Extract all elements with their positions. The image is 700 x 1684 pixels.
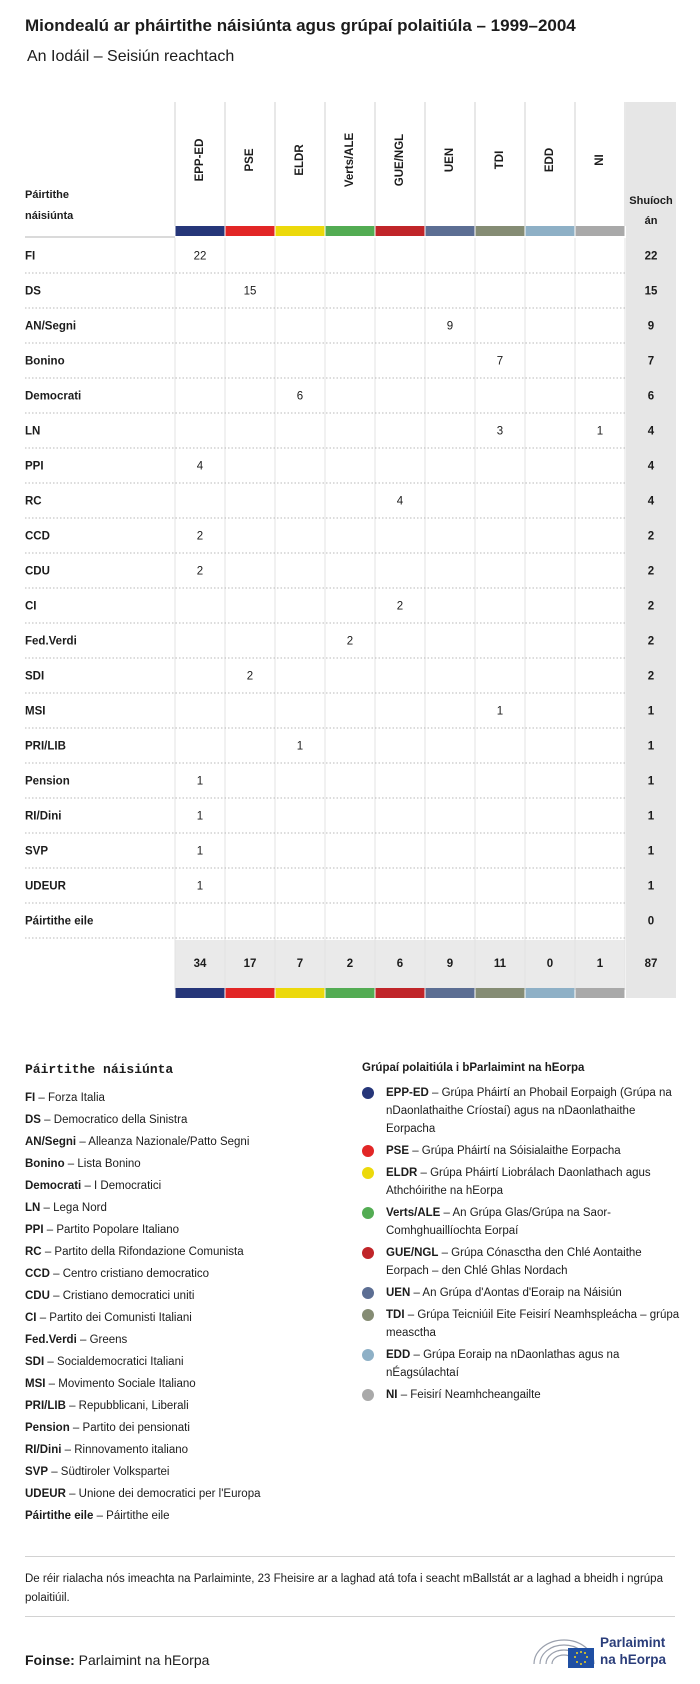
party-total-cell: 1 [647,740,655,753]
seat-count-cell: 1 [196,810,204,823]
party-total-cell: 1 [647,705,655,718]
divider [25,1556,675,1557]
group-color-dot-icon [362,1349,374,1361]
legend-group-item [362,1244,682,1280]
legend-group-code: TDI [386,1309,405,1321]
legend-party-name: – Alleanza Nazionale/Patto Segni [76,1136,250,1148]
page-title: Miondealú ar pháirtithe náisiúnta agus grúpaí polaitiúla – 1999–2004 [25,16,576,35]
party-total-cell: 4 [647,495,655,508]
group-color-dot-icon [362,1287,374,1299]
seat-count-cell: 2 [196,530,204,543]
legend-group-item [362,1084,682,1138]
source-label: Foinse: [25,1652,75,1668]
party-total-cell: 2 [647,530,655,543]
group-total-cell: 0 [546,958,554,970]
footnote: De réir rialacha nós imeachta na Parlaiminte, 23 Fheisire ar a laghad atá tofa i seacht mBallstát ar a laghad a bheidh i ngrúpa polaitiúil. [25,1573,663,1604]
seat-count-cell: 3 [496,425,504,438]
legend-party-name: – Cristiano democratici uniti [49,1290,195,1302]
legend-party-item [25,1197,345,1219]
seat-count-cell: 4 [396,495,404,508]
legend-party-name: – Partito dei Comunisti Italiani [36,1312,192,1324]
legend-party-item [25,1373,345,1395]
legend-party-code: Páirtithe eile [25,1510,94,1522]
group-header-label: EDD [544,147,557,173]
legend-group-name: – Grúpa Pháirtí an Phobail Eorpaigh (Grúpa na nDaonlathaithe Críostaí) agus na nDaonlathaithe Eorpacha [386,1087,672,1135]
legend-party-item [25,1153,345,1175]
legend-party-item [25,1175,345,1197]
group-color-bar [326,226,375,236]
legend-national-parties-heading: Páirtithe náisiúnta [25,1062,174,1077]
party-row-label: RC [25,495,42,508]
legend-group-code: PSE [386,1145,410,1157]
legend-group-item [362,1386,682,1404]
legend-party-code: SVP [25,1466,49,1478]
group-color-dot-icon [362,1309,374,1321]
legend-party-name: – Rinnovamento italiano [61,1444,189,1456]
legend-party-item [25,1351,345,1373]
party-total-cell: 2 [647,635,655,648]
party-total-cell: 15 [644,285,658,298]
party-total-cell: 6 [647,390,655,403]
legend-party-code: PPI [25,1224,44,1236]
legend-national-parties [25,1062,345,1527]
party-total-cell: 1 [647,845,655,858]
party-total-cell: 2 [647,670,655,683]
legend-party-name: – Páirtithe eile [93,1510,170,1522]
party-total-cell: 1 [647,810,655,823]
legend-party-code: AN/Segni [25,1136,77,1148]
group-header-label: TDI [494,150,507,170]
legend-group-name: – An Grúpa Glas/Grúpa na Saor-Comhghuaillíochta Eorpaí [386,1207,612,1237]
legend-party-item [25,1439,345,1461]
seat-count-cell: 1 [196,775,204,788]
group-header-label: PSE [244,148,257,172]
legend-party-code: UDEUR [25,1488,66,1500]
legend-party-name: – Repubblicani, Liberali [65,1400,189,1412]
group-color-bar [226,988,275,998]
seat-count-cell: 7 [496,355,504,368]
legend-party-item [25,1329,345,1351]
party-row-label: LN [25,425,41,438]
legend-party-name: – Lista Bonino [64,1158,141,1170]
legend-party-name: – I Democratici [81,1180,162,1192]
legend-party-item [25,1263,345,1285]
seat-count-cell: 9 [446,320,454,333]
legend-party-code: Pension [25,1422,70,1434]
legend-party-name: – Movimento Sociale Italiano [45,1378,196,1390]
group-total-cell: 11 [493,958,507,970]
group-total-cell: 17 [243,958,257,970]
group-header-label: ELDR [294,144,307,176]
legend-group-item [362,1164,682,1200]
legend-party-item [25,1395,345,1417]
seat-count-cell: 15 [243,285,257,298]
party-row-label: CCD [25,530,50,543]
group-color-bar [526,226,575,236]
legend-party-code: Fed.Verdi [25,1334,77,1346]
party-total-cell: 4 [647,425,655,438]
group-total-cell: 1 [596,958,604,970]
group-color-dot-icon [362,1087,374,1099]
seat-count-cell: 2 [246,670,254,683]
seat-count-cell: 1 [496,705,504,718]
total-header-label: Shuíoch [629,195,673,207]
party-total-cell: 22 [644,250,658,263]
legend-party-code: CDU [25,1290,50,1302]
legend-party-name: – Partito dei pensionati [69,1422,190,1434]
legend-party-name: – Socialdemocratici Italiani [44,1356,184,1368]
legend-group-item [362,1204,682,1240]
group-color-bar [176,226,225,236]
parliament-logo-text [600,1634,666,1668]
group-color-bar [476,988,525,998]
seat-count-cell: 2 [196,565,204,578]
party-row-label: RI/Dini [25,810,62,823]
total-header-label: án [644,215,658,227]
party-row-label: Fed.Verdi [25,635,77,648]
legend-party-code: RC [25,1246,42,1258]
total-column-background [626,102,676,998]
legend-group-code: GUE/NGL [386,1247,439,1259]
group-color-bar [426,988,475,998]
group-header-label: Verts/ALE [344,132,357,188]
legend-party-code: LN [25,1202,41,1214]
legend-party-code: RI/Dini [25,1444,62,1456]
party-row-label: MSI [25,705,46,718]
group-color-bar [226,226,275,236]
legend-political-groups [362,1062,682,1408]
legend-group-item [362,1306,682,1342]
legend-group-name: – Grúpa Teicniúil Eite Feisirí Neamhspleácha – grúpa measctha [386,1309,680,1339]
legend-group-item [362,1346,682,1382]
group-header-label: EPP-ED [194,138,207,182]
legend-party-item [25,1241,345,1263]
logo-line: Parlaimint [600,1635,666,1650]
group-color-bar [276,988,325,998]
group-total-cell: 6 [396,958,404,970]
legend-party-item [25,1461,345,1483]
divider [25,1616,675,1617]
group-color-bar [526,988,575,998]
legend-group-code: Verts/ALE [386,1207,441,1219]
legend-group-item [362,1142,682,1160]
seat-count-cell: 1 [196,880,204,893]
seat-count-cell: 2 [346,635,354,648]
party-row-label: PRI/LIB [25,740,66,753]
seat-count-cell: 22 [193,250,207,263]
legend-group-code: ELDR [386,1167,418,1179]
legend-group-name: – Grúpa Pháirtí Liobrálach Daonlathach agus Athchóirithe na hEorpa [386,1167,651,1197]
group-color-bar [476,226,525,236]
legend-group-item [362,1284,682,1302]
party-row-label: SVP [25,845,49,858]
group-total-cell: 34 [193,958,207,970]
seat-count-cell: 1 [296,740,304,753]
party-row-label: Pension [25,775,70,788]
party-total-cell: 4 [647,460,655,473]
legend-party-name: – Greens [76,1334,128,1346]
legend-group-code: EPP-ED [386,1087,429,1099]
legend-party-name: – Unione dei democratici per l'Europa [65,1488,261,1500]
logo-line: na hEorpa [600,1652,667,1667]
party-row-label: FI [25,250,36,263]
party-total-cell: 2 [647,600,655,613]
party-row-label: Bonino [25,355,65,368]
party-row-label: CDU [25,565,50,578]
legend-party-item [25,1219,345,1241]
group-total-cell: 9 [446,958,454,970]
group-total-cell: 7 [296,958,304,970]
legend-party-name: – Forza Italia [35,1092,105,1104]
legend-party-item [25,1285,345,1307]
legend-party-item [25,1307,345,1329]
party-row-label: AN/Segni [25,320,77,333]
group-color-dot-icon [362,1145,374,1157]
legend-party-code: Democrati [25,1180,82,1192]
legend-party-item [25,1417,345,1439]
legend-group-name: – Feisirí Neamhcheangailte [397,1389,541,1401]
group-color-bar [376,988,425,998]
legend-party-name: – Democratico della Sinistra [40,1114,188,1126]
legend-group-name: – Grúpa Cónasctha den Chlé Aontaithe Eorpach – den Chlé Ghlas Nordach [386,1247,642,1277]
party-row-label: Páirtithe eile [25,915,94,928]
group-header-label: NI [594,154,607,166]
legend-group-code: UEN [386,1287,411,1299]
legend-party-item [25,1131,345,1153]
legend-party-item [25,1505,345,1527]
group-color-bar [426,226,475,236]
party-total-cell: 1 [647,880,655,893]
row-header-label: Páirtithe [25,189,70,201]
source [25,1652,209,1668]
group-total-cell: 2 [346,958,354,970]
legend-group-name: – Grúpa Eoraip na nDaonlathas agus na nÉagsúlachtaí [386,1349,620,1379]
party-row-label: DS [25,285,41,298]
party-total-cell: 7 [647,355,655,368]
party-total-cell: 2 [647,565,655,578]
group-color-bar [176,988,225,998]
legend-party-code: SDI [25,1356,45,1368]
legend-party-code: CI [25,1312,37,1324]
seat-count-cell: 4 [196,460,204,473]
group-color-dot-icon [362,1167,374,1179]
group-header-label: GUE/NGL [394,133,407,187]
party-row-label: CI [25,600,37,613]
group-color-bar [326,988,375,998]
legend-party-name: – Südtiroler Volkspartei [48,1466,170,1478]
legend-group-code: NI [386,1389,398,1401]
party-row-label: UDEUR [25,880,66,893]
group-color-bar [576,988,625,998]
legend-party-code: CCD [25,1268,50,1280]
party-row-label: SDI [25,670,45,683]
legend-party-code: Bonino [25,1158,65,1170]
group-color-dot-icon [362,1247,374,1259]
group-color-dot-icon [362,1389,374,1401]
seat-count-cell: 1 [196,845,204,858]
legend-group-name: – An Grúpa d'Aontas d'Eoraip na Náisiún [410,1287,622,1299]
legend-party-code: MSI [25,1378,46,1390]
legend-party-item [25,1483,345,1505]
seat-count-cell: 6 [296,390,304,403]
party-total-cell: 1 [647,775,655,788]
seat-count-cell: 2 [396,600,404,613]
legend-party-code: PRI/LIB [25,1400,66,1412]
legend-group-name: – Grúpa Pháirtí na Sóisialaithe Eorpacha [409,1145,621,1157]
group-color-bar [376,226,425,236]
grand-total-cell: 87 [644,958,658,970]
legend-group-code: EDD [386,1349,411,1361]
group-color-dot-icon [362,1207,374,1219]
row-header-label: náisiúnta [25,210,74,222]
legend-party-item [25,1087,345,1109]
legend-party-name: – Centro cristiano democratico [49,1268,210,1280]
group-header-label: UEN [444,147,457,173]
party-total-cell: 9 [647,320,655,333]
party-row-label: Democrati [25,390,82,403]
legend-party-code: FI [25,1092,36,1104]
source-value: Parlaimint na hEorpa [78,1652,210,1668]
party-row-label: PPI [25,460,44,473]
legend-party-name: – Lega Nord [40,1202,107,1214]
legend-party-name: – Partito Popolare Italiano [43,1224,180,1236]
page-subtitle: An Iodáil – Seisiún reachtach [27,48,235,65]
group-color-bar [576,226,625,236]
group-color-bar [276,226,325,236]
legend-party-code: DS [25,1114,41,1126]
legend-party-item [25,1109,345,1131]
legend-political-groups-heading: Grúpaí polaitiúla i bParlaimint na hEorpa [362,1062,585,1074]
seat-count-cell: 1 [596,425,604,438]
legend-party-name: – Partito della Rifondazione Comunista [41,1246,244,1258]
party-total-cell: 0 [647,915,655,928]
